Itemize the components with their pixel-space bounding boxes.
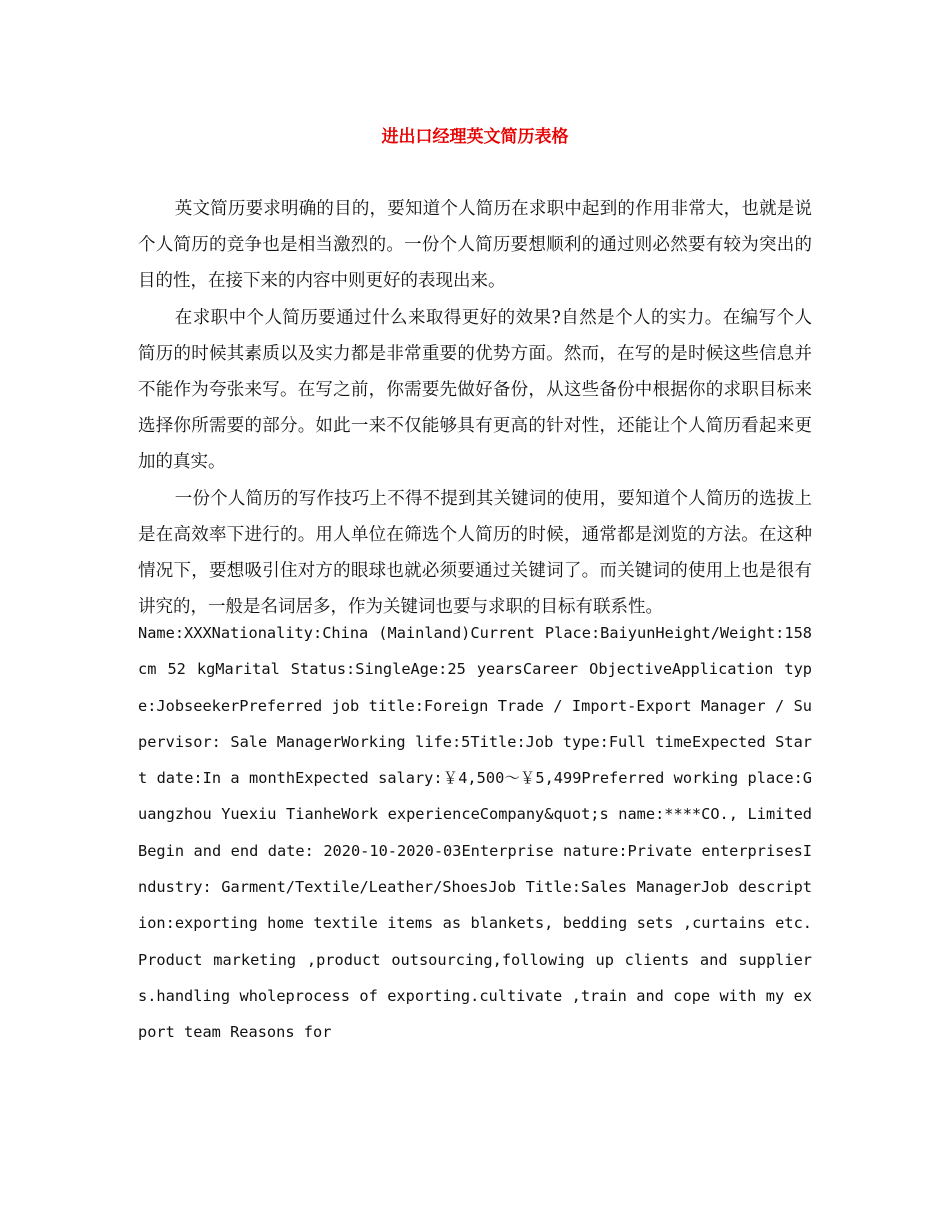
paragraph-keywords: 一份个人简历的写作技巧上不得不提到其关键词的使用，要知道个人简历的选拔上是在高效率下进行的。用人单位在筛选个人简历的时候，通常都是浏览的方法。在这种情况下，要想吸引住对方的眼球也就必须要通过关键词了。而关键词的使用上也是很有讲究的，一般是名词居多，作为关键词也要与求职的目标有联系性。 bbox=[138, 488, 812, 618]
intro-text-block bbox=[138, 191, 812, 625]
paragraph-purpose: 英文简历要求明确的目的，要知道个人简历在求职中起到的作用非常大，也就是说个人简历的竞争也是相当激烈的。一份个人简历要想顺利的通过则必然要有较为突出的目的性，在接下来的内容中则更好的表现出来。 bbox=[138, 199, 812, 292]
paragraph-strength: 在求职中个人简历要通过什么来取得更好的效果?自然是个人的实力。在编写个人简历的时候其素质以及实力都是非常重要的优势方面。然而，在写的是时候这些信息并不能作为夸张来写。在写之前，你需要先做好备份，从这些备份中根据你的求职目标来选择你所需要的部分。如此一来不仅能够具有更高的针对性，还能让个人简历看起来更加的真实。 bbox=[138, 307, 812, 473]
resume-details-text: Name:XXXNationality:China (Mainland)Current Place:BaiyunHeight/Weight:158 cm 52 kgMarital Status:SingleAge:25 yearsCareer ObjectiveApplication type:JobseekerPreferred job title:Foreign Trade / Import-Export Manager / Supervisor: Sale ManagerWorking life:5Title:Job type:Full timeExpected Start date:In a monthExpected salary:￥4,500～￥5,499Preferred working place:Guangzhou Yuexiu TianheWork experienceCompany&quot;s name:****CO., LimitedBegin and end date: 2020-10-2020-03Enterprise nature:Private enterprisesIndustry: Garment/Textile/Leather/ShoesJob Title:Sales ManagerJob description:exporting home textile items as blankets, bedding sets ,curtains etc.Product marketing ,product outsourcing,following up clients and suppliers.handling wholeprocess of exporting.cultivate ,train and cope with my export team Reasons for bbox=[138, 624, 812, 1042]
document-title: 进出口经理英文简历表格 bbox=[381, 127, 569, 147]
